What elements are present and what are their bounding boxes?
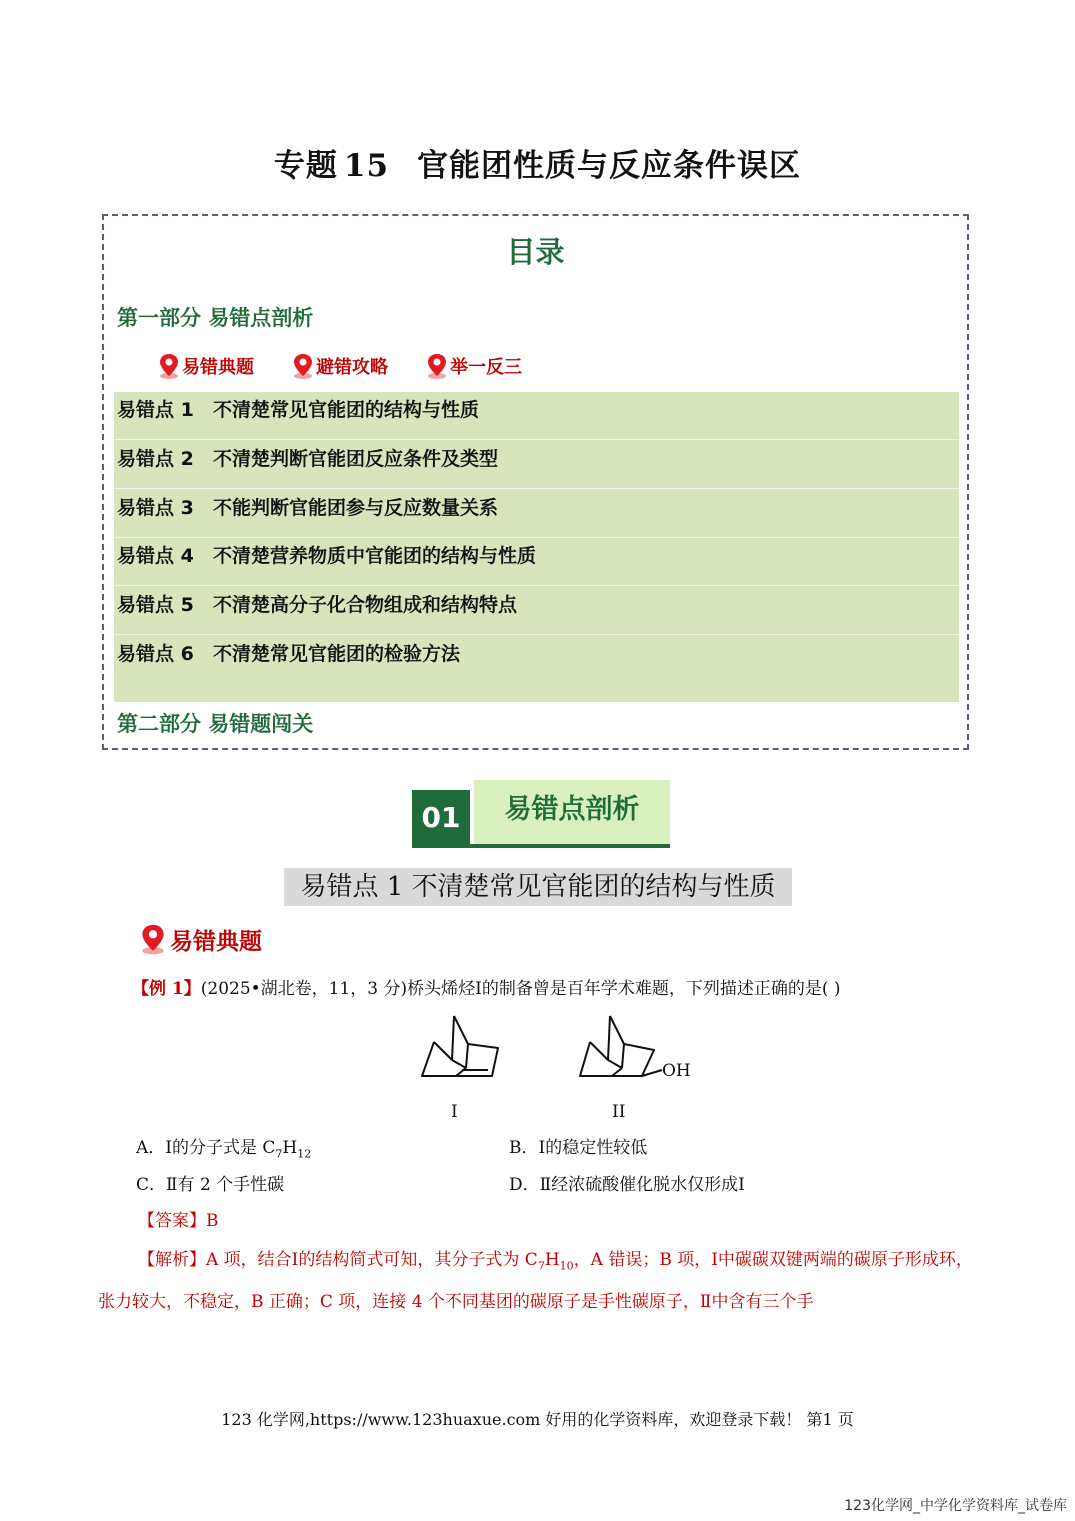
structure-i (418, 1012, 508, 1084)
toc-item[interactable]: 易错点 4 不清楚营养物质中官能团的结构与性质 (114, 538, 959, 586)
subsection-tag: 易错典题 (140, 922, 262, 956)
analysis: 【解析】A 项，结合Ⅰ的结构简式可知，其分子式为 $C_7H_{10}$，A 错误；B 项，Ⅰ中碳碳双键两端的碳原子形成环，张力较大，不稳定，B 正确；C 项，连接 4 个不同基团的碳原子是手性碳原子，Ⅱ中含有三个手 (98, 1250, 973, 1313)
option-d[interactable]: D．Ⅱ经浓硫酸催化脱水仅形成Ⅰ (509, 1175, 745, 1195)
toc-tag-1[interactable]: 易错典题 (158, 352, 254, 380)
structure-i-label: I (451, 1102, 458, 1122)
option-c[interactable]: C．Ⅱ有 2 个手性碳 (136, 1175, 285, 1195)
option-b[interactable]: B．Ⅰ的稳定性较低 (509, 1138, 648, 1158)
page-title: 专题 15 官能团性质与反应条件误区 (273, 148, 802, 184)
map-pin-icon (426, 352, 448, 380)
section-underline (412, 844, 670, 848)
toc-item[interactable]: 易错点 2 不清楚判断官能团反应条件及类型 (114, 441, 959, 489)
toc-part-1[interactable]: 第一部分 易错点剖析 (117, 306, 314, 330)
map-pin-icon (140, 922, 166, 956)
toc-title: 目录 (506, 235, 565, 269)
section-label: 易错点剖析 (474, 780, 670, 844)
toc-tag-2[interactable]: 避错攻略 (292, 352, 388, 380)
toc-tags (158, 352, 522, 380)
toc-item[interactable]: 易错点 1 不清楚常见官能团的结构与性质 (114, 392, 959, 440)
map-pin-icon (292, 352, 314, 380)
structure-ii (576, 1012, 666, 1084)
toc-items (114, 392, 959, 702)
corner-watermark: 123化学网_中学化学资料库_试卷库 (844, 1498, 1067, 1514)
hydroxyl-label: OH (662, 1061, 691, 1081)
toc-tag-3[interactable]: 举一反三 (426, 352, 522, 380)
option-a[interactable]: A．Ⅰ的分子式是 $C_7H_{12}$ (136, 1138, 312, 1161)
structure-ii-label: II (612, 1102, 626, 1122)
toc-item[interactable]: 易错点 6 不清楚常见官能团的检验方法 (117, 643, 461, 665)
map-pin-icon (158, 352, 180, 380)
toc-item[interactable]: 易错点 3 不能判断官能团参与反应数量关系 (114, 490, 959, 538)
error-point-heading: 易错点 1 不清楚常见官能团的结构与性质 (284, 868, 792, 906)
question-stem: 【例 1】(2025•湖北卷，11，3 分)桥头烯烃Ⅰ的制备曾是百年学术难题，下列描述正确的是( ) (132, 979, 841, 999)
section-number: 01 (412, 790, 470, 844)
page-footer: 123 化学网,https://www.123huaxue.com 好用的化学资料库，欢迎登录下载！ 第1 页 (221, 1410, 854, 1429)
toc-item[interactable]: 易错点 5 不清楚高分子化合物组成和结构特点 (114, 587, 959, 635)
toc-part-2[interactable]: 第二部分 易错题闯关 (117, 712, 314, 736)
answer: 【答案】B (138, 1211, 219, 1231)
